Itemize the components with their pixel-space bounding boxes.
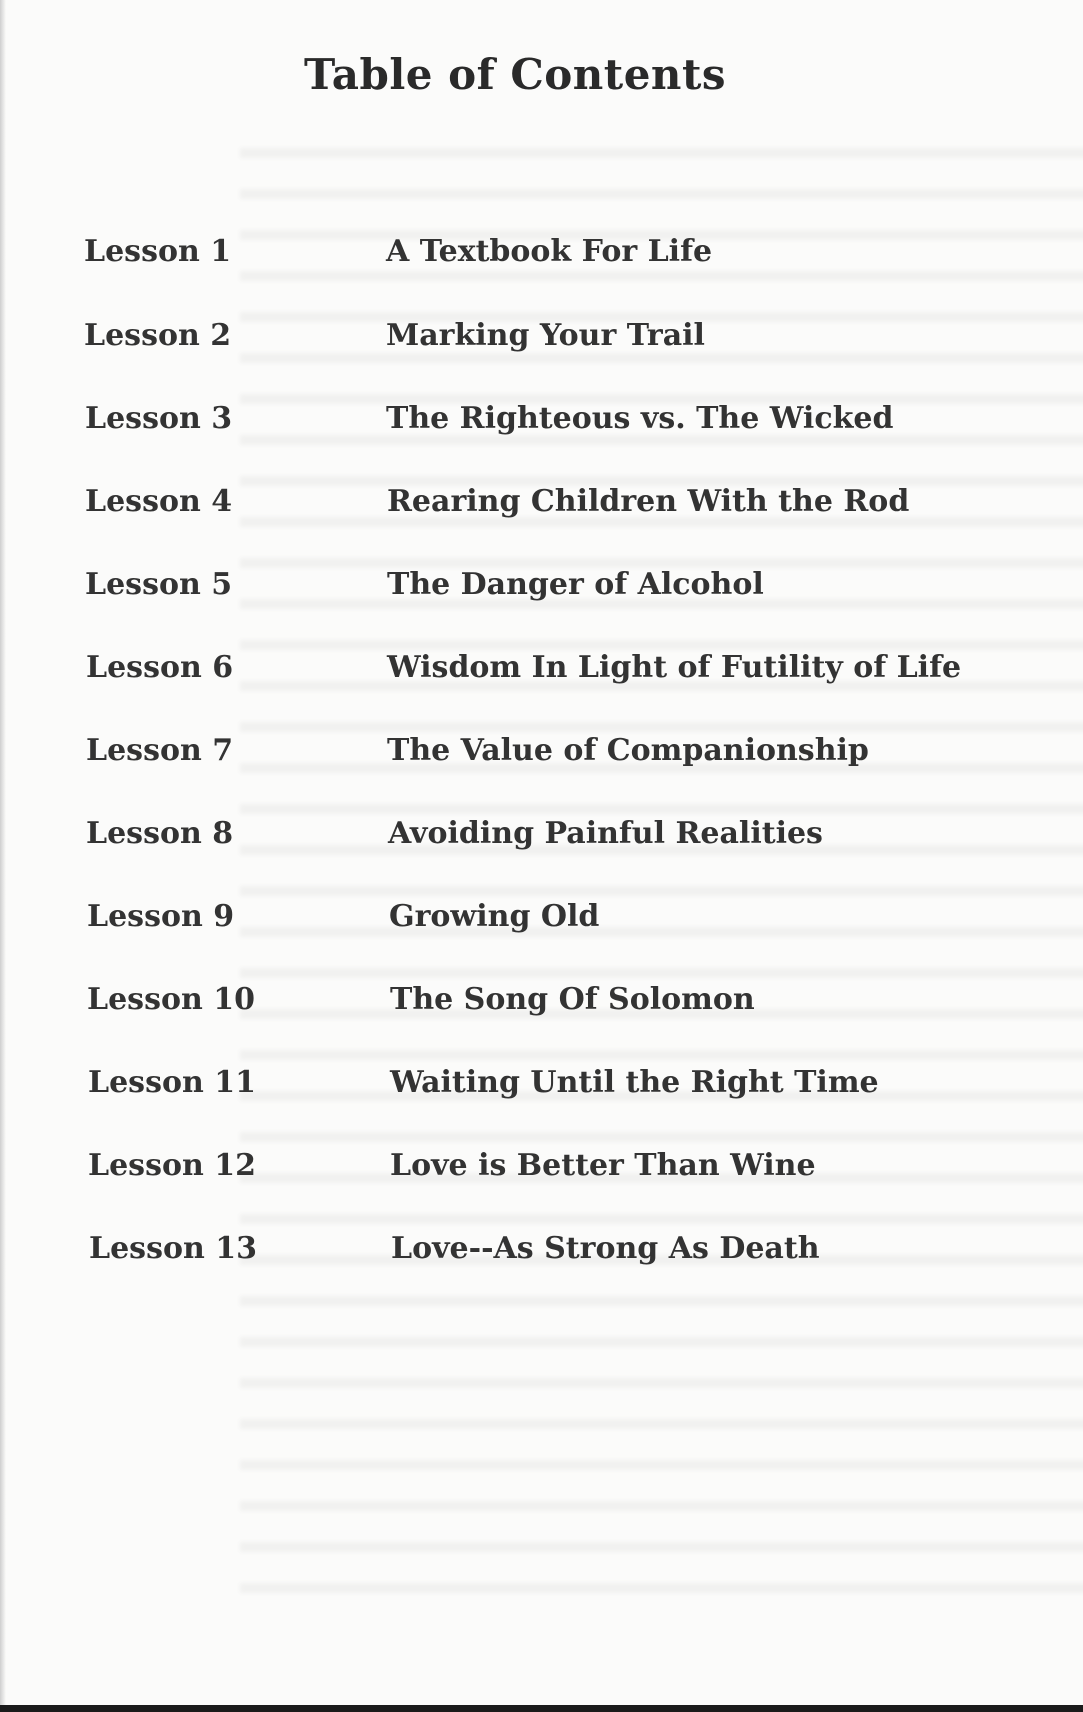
lesson-title: Love is Better Than Wine <box>390 1148 816 1183</box>
lesson-number: Lesson 4 <box>85 484 233 519</box>
lesson-number: Lesson 5 <box>85 567 233 602</box>
lesson-number: Lesson 6 <box>86 650 234 685</box>
lesson-title: Waiting Until the Right Time <box>390 1065 879 1100</box>
lesson-title: The Righteous vs. The Wicked <box>386 401 894 436</box>
lesson-title: The Danger of Alcohol <box>387 567 764 602</box>
lesson-title: A Textbook For Life <box>386 234 713 269</box>
lesson-title: Love--As Strong As Death <box>391 1231 820 1266</box>
lesson-title: Marking Your Trail <box>386 318 705 353</box>
lesson-number: Lesson 8 <box>86 816 234 851</box>
lesson-number: Lesson 7 <box>86 733 234 768</box>
lesson-number: Lesson 13 <box>89 1231 257 1266</box>
lesson-number: Lesson 1 <box>84 234 232 269</box>
lesson-title: Rearing Children With the Rod <box>387 484 910 519</box>
lesson-number: Lesson 9 <box>87 899 235 934</box>
lesson-title: The Value of Companionship <box>387 733 869 768</box>
lesson-number: Lesson 2 <box>84 318 232 353</box>
lesson-number: Lesson 3 <box>85 401 233 436</box>
lesson-title: Wisdom In Light of Futility of Life <box>387 650 962 685</box>
lesson-number: Lesson 12 <box>88 1148 256 1183</box>
page-title: Table of Contents <box>304 50 726 99</box>
lesson-title: Avoiding Painful Realities <box>388 816 823 851</box>
lesson-title: Growing Old <box>389 899 600 934</box>
lesson-number: Lesson 10 <box>87 982 255 1017</box>
page-bottom-edge <box>0 1705 1083 1712</box>
lesson-title: The Song Of Solomon <box>390 982 755 1017</box>
lesson-number: Lesson 11 <box>88 1065 256 1100</box>
